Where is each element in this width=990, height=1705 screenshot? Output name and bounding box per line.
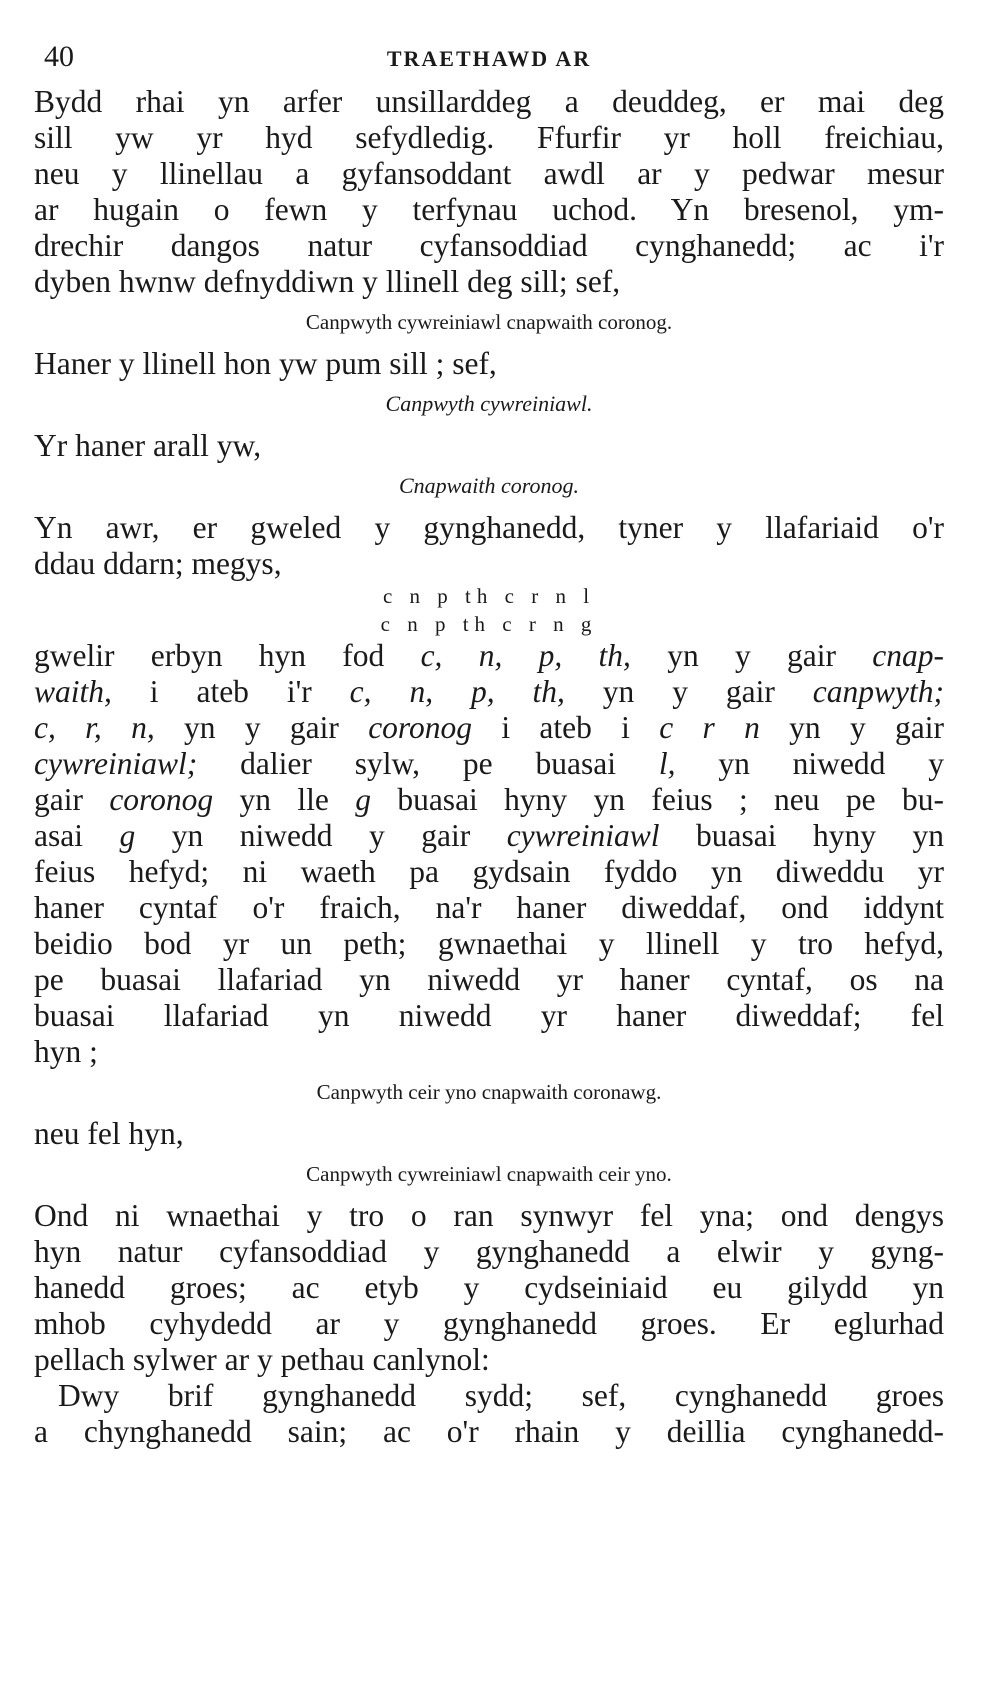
text-line: hyn ;: [34, 1034, 98, 1069]
italic-run: canpwyth;: [812, 674, 944, 709]
text-run: dalier sylw, pe buasai: [197, 746, 659, 781]
text-line: beidio bod yr un peth; gwnaethai y llinell y tro hefyd,: [34, 926, 944, 961]
paragraph-8: [34, 1378, 944, 1450]
paragraph-1: [34, 84, 944, 300]
text-line: pellach sylwer ar y pethau canlynol:: [34, 1342, 490, 1377]
italic-run: c, r, n,: [34, 710, 155, 745]
text-line: [34, 818, 944, 854]
text-line: buasai llafariad yn niwedd yr haner diweddaf; fel: [34, 998, 944, 1033]
text-line: [34, 746, 944, 782]
example-line-5: Canpwyth cywreiniawl cnapwaith ceir yno.: [306, 1162, 672, 1186]
example-line-1: Canpwyth cywreiniawl cnapwaith coronog.: [305, 310, 673, 334]
text-line: neu y llinellau a gyfansoddant awdl ar y pedwar mesur: [34, 156, 944, 191]
consonant-row-2: c n p th c r n g: [380, 612, 598, 636]
text-line: sill yw yr hyd sefydledig. Ffurfir yr holl freichiau,: [34, 120, 944, 155]
text-run: gair: [34, 782, 110, 817]
text-line: [34, 710, 944, 746]
italic-run: waith,: [34, 674, 112, 709]
text-run: i ateb i'r: [111, 674, 350, 709]
example-line-2: Canpwyth cywreiniawl.: [385, 391, 593, 416]
italic-run: cywreiniawl;: [34, 746, 198, 781]
text-run: asai: [34, 818, 120, 853]
text-line: feius hefyd; ni waeth pa gydsain fyddo yn diweddu yr: [34, 854, 944, 889]
paragraph-4: [34, 510, 944, 582]
text-line: haner cyntaf o'r fraich, na'r haner diweddaf, ond iddynt: [34, 890, 944, 925]
text-line: [34, 674, 944, 710]
italic-run: cywreiniawl: [506, 818, 660, 853]
paragraph-5: [34, 638, 944, 1070]
text-line: mhob cyhydedd ar y gynghanedd groes. Er eglurhad: [34, 1306, 944, 1341]
text-run: gwelir erbyn hyn fod: [34, 638, 421, 673]
italic-run: l,: [658, 746, 676, 781]
text-run: yn y gair: [154, 710, 369, 745]
paragraph-6: [34, 1116, 944, 1152]
running-head: TRAETHAWD AR: [386, 46, 592, 71]
text-line: ar hugain o fewn y terfynau uchod. Yn bresenol, ym-: [34, 192, 944, 227]
text-line: Yr haner arall yw,: [34, 428, 262, 463]
text-run: buasai hyny yn: [659, 818, 944, 853]
italic-run: g: [119, 818, 136, 853]
consonant-row-1: c n p th c r n l: [382, 584, 596, 608]
text-line: drechir dangos natur cyfansoddiad cynghanedd; ac i'r: [34, 228, 944, 263]
paragraph-2: [34, 346, 944, 382]
text-line: a chynghanedd sain; ac o'r rhain y deillia cynghanedd-: [34, 1414, 944, 1449]
text-line: ddau ddarn; megys,: [34, 546, 282, 581]
example-line-4: Canpwyth ceir yno cnapwaith coronawg.: [316, 1080, 662, 1104]
page-number: 40: [44, 40, 74, 73]
italic-run: cnap-: [872, 638, 945, 673]
text-run: buasai hyny yn feius ; neu pe bu-: [370, 782, 944, 817]
book-page: [34, 40, 944, 1450]
text-line: Yn awr, er gweled y gynghanedd, tyner y llafariaid o'r: [34, 510, 944, 545]
text-run: yn lle: [213, 782, 356, 817]
text-line: Bydd rhai yn arfer unsillarddeg a deuddeg, er mai deg: [34, 84, 944, 119]
text-run: yn y gair: [759, 710, 944, 745]
text-line: dyben hwnw defnyddiwn y llinell deg sill; sef,: [34, 264, 621, 299]
italic-run: c r n: [659, 710, 760, 745]
page-header: [34, 40, 944, 84]
text-run: yn y gair: [564, 674, 813, 709]
text-line: hyn natur cyfansoddiad y gynghanedd a elwir y gyng-: [34, 1234, 944, 1269]
text-line: [34, 638, 944, 674]
text-run: yn niwedd y: [675, 746, 945, 781]
italic-run: c, n, p, th,: [420, 638, 631, 673]
italic-run: c, n, p, th,: [349, 674, 565, 709]
italic-run: g: [355, 782, 371, 817]
text-run: yn y gair: [630, 638, 873, 673]
italic-run: coronog: [109, 782, 214, 817]
text-line: hanedd groes; ac etyb y cydseiniaid eu gilydd yn: [34, 1270, 944, 1305]
text-run: i ateb i: [472, 710, 660, 745]
text-line: pe buasai llafariad yn niwedd yr haner cyntaf, os na: [34, 962, 944, 997]
text-line: Ond ni wnaethai y tro o ran synwyr fel yna; ond dengys: [34, 1198, 944, 1233]
text-run: yn niwedd y gair: [135, 818, 507, 853]
text-line: neu fel hyn,: [34, 1116, 184, 1151]
paragraph-3: [34, 428, 944, 464]
example-line-3: Cnapwaith coronog.: [398, 473, 580, 498]
italic-run: coronog: [368, 710, 473, 745]
text-line: [34, 782, 944, 818]
paragraph-7: [34, 1198, 944, 1378]
text-line: Dwy brif gynghanedd sydd; sef, cynghanedd groes: [58, 1378, 944, 1413]
text-line: Haner y llinell hon yw pum sill ; sef,: [34, 346, 497, 381]
